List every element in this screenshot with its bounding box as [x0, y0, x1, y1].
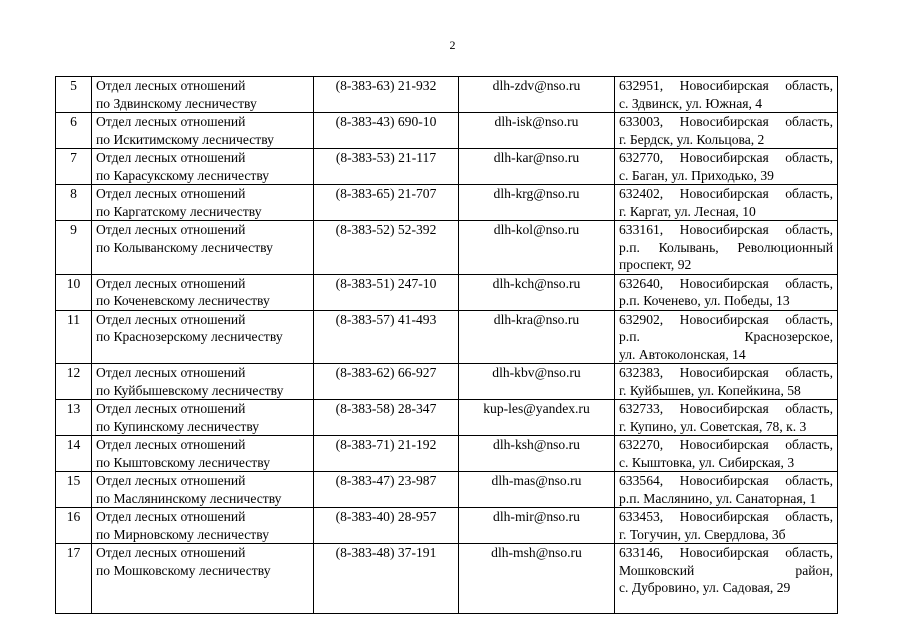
row-number: 8 — [56, 185, 92, 221]
postal-address — [615, 221, 838, 275]
department-name-line: по Краснозерскому лесничеству — [96, 329, 283, 344]
department-name-line: по Карасукскому лесничеству — [96, 167, 270, 183]
phone-number: (8-383-71) 21-192 — [314, 436, 459, 472]
postal-address-line: р.п. Краснозерское, — [619, 329, 833, 344]
postal-address-line: с. Здвинск, ул. Южная, 4 — [619, 95, 763, 111]
table-row — [56, 310, 838, 364]
postal-address-line: р.п. Маслянино, ул. Санаторная, 1 — [619, 490, 817, 506]
postal-address — [615, 400, 838, 436]
table-row — [56, 185, 838, 221]
postal-address — [615, 436, 838, 472]
department-name-line: по Мирновскому лесничеству — [96, 526, 269, 542]
department-name — [92, 400, 314, 436]
department-name-line: по Искитимскому лесничеству — [96, 131, 274, 147]
email-address: dlh-kch@nso.ru — [459, 274, 615, 310]
postal-address — [615, 310, 838, 364]
postal-address — [615, 508, 838, 544]
postal-address-line: г. Тогучин, ул. Свердлова, 3б — [619, 526, 786, 542]
row-number: 11 — [56, 310, 92, 364]
department-name — [92, 364, 314, 400]
email-address: dlh-kbv@nso.ru — [459, 364, 615, 400]
email-address: dlh-kar@nso.ru — [459, 149, 615, 185]
department-name-line: по Здвинскому лесничеству — [96, 95, 257, 111]
department-name — [92, 436, 314, 472]
department-name-line: по Маслянинскому лесничеству — [96, 490, 282, 506]
department-name-line: Отдел лесных отношений — [96, 311, 246, 327]
postal-address — [615, 185, 838, 221]
postal-address — [615, 472, 838, 508]
email-address: kup-les@yandex.ru — [459, 400, 615, 436]
postal-address-line: 633146, Новосибирская область, — [619, 545, 833, 560]
department-name-line: по Коченевскому лесничеству — [96, 293, 270, 308]
postal-address-line: 633453, Новосибирская область, — [619, 509, 833, 524]
department-name — [92, 310, 314, 364]
department-name-line: Отдел лесных отношений — [96, 509, 246, 524]
phone-number: (8-383-51) 247-10 — [314, 274, 459, 310]
table-row — [56, 274, 838, 310]
table-row — [56, 149, 838, 185]
email-address: dlh-ksh@nso.ru — [459, 436, 615, 472]
postal-address-line: г. Бердск, ул. Кольцова, 2 — [619, 131, 765, 147]
department-name-line: Отдел лесных отношений — [96, 186, 246, 201]
department-name-line: Отдел лесных отношений — [96, 78, 246, 93]
department-name — [92, 221, 314, 275]
postal-address-line: 632402, Новосибирская область, — [619, 186, 833, 201]
department-name-line: Отдел лесных отношений — [96, 473, 246, 488]
phone-number: (8-383-63) 21-932 — [314, 77, 459, 113]
phone-number: (8-383-58) 28-347 — [314, 400, 459, 436]
department-name — [92, 149, 314, 185]
row-number: 10 — [56, 274, 92, 310]
department-name-line: Отдел лесных отношений — [96, 545, 246, 560]
phone-number: (8-383-47) 23-987 — [314, 472, 459, 508]
postal-address-line: г. Каргат, ул. Лесная, 10 — [619, 203, 756, 219]
department-name-line: Отдел лесных отношений — [96, 365, 246, 380]
phone-number: (8-383-62) 66-927 — [314, 364, 459, 400]
postal-address-line: Мошковский район, — [619, 562, 833, 578]
postal-address — [615, 113, 838, 149]
department-name — [92, 185, 314, 221]
table-row — [56, 472, 838, 508]
row-number: 7 — [56, 149, 92, 185]
department-name-line: Отдел лесных отношений — [96, 114, 246, 129]
department-name — [92, 544, 314, 614]
row-number: 15 — [56, 472, 92, 508]
row-number: 17 — [56, 544, 92, 614]
department-name-line: по Мошковскому лесничеству — [96, 562, 271, 578]
table-row — [56, 508, 838, 544]
phone-number: (8-383-43) 690-10 — [314, 113, 459, 149]
phone-number: (8-383-48) 37-191 — [314, 544, 459, 614]
email-address: dlh-mir@nso.ru — [459, 508, 615, 544]
postal-address — [615, 544, 838, 614]
table-row — [56, 77, 838, 113]
postal-address-line: 632733, Новосибирская область, — [619, 401, 833, 416]
department-name-line: по Купинскому лесничеству — [96, 418, 260, 434]
department-name-line: по Каргатскому лесничеству — [96, 203, 262, 219]
department-name-line: Отдел лесных отношений — [96, 275, 246, 291]
table-row — [56, 400, 838, 436]
postal-address — [615, 149, 838, 185]
department-name — [92, 472, 314, 508]
phone-number: (8-383-40) 28-957 — [314, 508, 459, 544]
table-row — [56, 364, 838, 400]
row-number: 6 — [56, 113, 92, 149]
department-name-line: по Колыванскому лесничеству — [96, 239, 273, 255]
postal-address-line: 633003, Новосибирская область, — [619, 114, 833, 129]
email-address: dlh-kra@nso.ru — [459, 310, 615, 364]
row-number: 5 — [56, 77, 92, 113]
postal-address-line: 632902, Новосибирская область, — [619, 311, 833, 327]
row-number: 9 — [56, 221, 92, 275]
postal-address-line: с. Дубровино, ул. Садовая, 29 — [619, 580, 791, 595]
postal-address-line: 632770, Новосибирская область, — [619, 150, 833, 165]
postal-address-line: 632640, Новосибирская область, — [619, 275, 833, 291]
phone-number: (8-383-53) 21-117 — [314, 149, 459, 185]
phone-number: (8-383-52) 52-392 — [314, 221, 459, 275]
postal-address-line: с. Баган, ул. Приходько, 39 — [619, 167, 774, 183]
email-address: dlh-zdv@nso.ru — [459, 77, 615, 113]
department-name — [92, 274, 314, 310]
page-number: 2 — [449, 38, 456, 52]
postal-address-line: 633564, Новосибирская область, — [619, 473, 833, 488]
postal-address — [615, 77, 838, 113]
postal-address-line: с. Кыштовка, ул. Сибирская, 3 — [619, 454, 795, 470]
postal-address-line: проспект, 92 — [619, 257, 692, 272]
email-address: dlh-isk@nso.ru — [459, 113, 615, 149]
table-row — [56, 113, 838, 149]
forestry-departments-table — [55, 76, 838, 614]
row-number: 16 — [56, 508, 92, 544]
department-name-line: Отдел лесных отношений — [96, 222, 246, 237]
postal-address-line: г. Куйбышев, ул. Копейкина, 58 — [619, 382, 801, 398]
table-row — [56, 221, 838, 275]
department-name — [92, 113, 314, 149]
postal-address-line: 633161, Новосибирская область, — [619, 222, 833, 237]
phone-number: (8-383-57) 41-493 — [314, 310, 459, 364]
postal-address — [615, 274, 838, 310]
postal-address-line: 632951, Новосибирская область, — [619, 78, 833, 93]
postal-address-line: 632270, Новосибирская область, — [619, 437, 833, 452]
department-name-line: Отдел лесных отношений — [96, 437, 246, 452]
department-name — [92, 77, 314, 113]
postal-address — [615, 364, 838, 400]
department-name — [92, 508, 314, 544]
postal-address-line: 632383, Новосибирская область, — [619, 365, 833, 380]
postal-address-line: р.п. Коченево, ул. Победы, 13 — [619, 293, 790, 308]
email-address: dlh-mas@nso.ru — [459, 472, 615, 508]
email-address: dlh-msh@nso.ru — [459, 544, 615, 614]
department-name-line: по Кыштовскому лесничеству — [96, 454, 270, 470]
row-number: 12 — [56, 364, 92, 400]
email-address: dlh-krg@nso.ru — [459, 185, 615, 221]
table-row — [56, 436, 838, 472]
postal-address-line: р.п. Колывань, Революционный — [619, 239, 833, 255]
postal-address-line: г. Купино, ул. Советская, 78, к. 3 — [619, 418, 807, 434]
row-number: 13 — [56, 400, 92, 436]
department-name-line: Отдел лесных отношений — [96, 150, 246, 165]
department-name-line: Отдел лесных отношений — [96, 401, 246, 416]
phone-number: (8-383-65) 21-707 — [314, 185, 459, 221]
email-address: dlh-kol@nso.ru — [459, 221, 615, 275]
department-name-line: по Куйбышевскому лесничеству — [96, 382, 284, 398]
table-row — [56, 544, 838, 614]
postal-address-line: ул. Автоколонская, 14 — [619, 346, 746, 362]
row-number: 14 — [56, 436, 92, 472]
